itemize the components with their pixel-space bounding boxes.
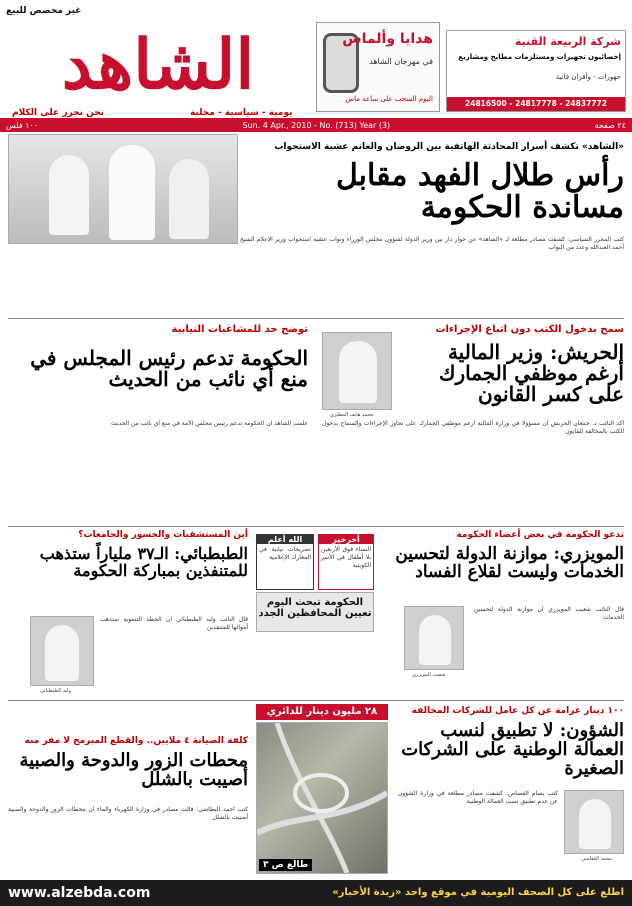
masthead <box>0 0 632 130</box>
story8-photo <box>564 790 624 854</box>
lead-body: كتب المحرر السياسي: كشفت مصادر مطلعة لـ «الشاهد» عن حوار دار بين وزير الدولة لشؤون مجلس الوزراء ونواب عشية استجواب وزير الإعلام الشيخ أحمد العبدالله وعدد من النواب <box>240 236 624 251</box>
story5-photo <box>404 606 464 670</box>
story6-headline: محطات الزور والدوحة والصبية أصيبت بالشلل <box>19 750 248 790</box>
lead-kicker: «الشاهد» تكشف أسرار المحادثة الهاتفية بين الروضان والغانم عشية الاستجواب <box>274 142 624 152</box>
person-icon <box>49 155 89 235</box>
story4-photo <box>30 616 94 686</box>
story5-caption: شعيب المويزري <box>412 672 446 678</box>
tagline-left: نحن نحرز على الكلام <box>12 108 105 118</box>
story2-photo <box>322 332 392 410</box>
brief-box-1 <box>318 534 374 590</box>
story7-banner: ٢٨ مليون دينار للدائري <box>256 704 388 720</box>
story3-body: علمت الشاهد ان الحكومة تدعم رئيس مجلس الأمة في منع أي نائب من الحديث <box>110 420 308 427</box>
person-icon <box>109 145 155 240</box>
ad-right-line2: جهوزات - وأفران فاتية <box>555 73 621 81</box>
gov-box-body <box>256 636 374 688</box>
not-for-sale-label: غير مخصص للبيع <box>6 6 82 16</box>
footer-url[interactable]: www.alzebda.com <box>8 885 151 901</box>
story7-photo-label: طالع ص ٣ <box>259 859 312 871</box>
divider <box>8 700 624 701</box>
story3-headline: الحكومة تدعم رئيس المجلس في منع أي نائب من الحديث <box>30 346 308 391</box>
story4-caption: وليد الطبطبائي <box>40 688 71 694</box>
ad-right-line1: إخصائيون تجهيزات ومستلزمات مطابخ ومشاريع <box>458 53 621 61</box>
story4-body: قال النائب وليد الطبطبائي ان الخطة التنموية ستذهب أموالها للمتنفذين <box>100 616 248 631</box>
story7-photo <box>256 722 388 874</box>
person-icon <box>169 159 209 239</box>
ad-left-line1: في مهرجان الشاهد <box>369 57 433 66</box>
brief1-body: النساء فوق الأربعين بلا أطفال في الأسر الكويتية <box>321 546 371 569</box>
issue-info: Sun. 4 Apr., 2010 - No. (713) Year (3) <box>242 120 391 130</box>
gov-box-line2: تعيين المحافظين الجدد <box>258 608 372 619</box>
price: ١٠٠ فلس <box>6 120 39 130</box>
brief-box-2 <box>256 534 314 590</box>
lead-photo <box>8 134 238 244</box>
story2-kicker: سمح بدخول الكتب دون اتباع الإجراءات <box>435 324 624 335</box>
tagline-right: يومية - سياسية - محلية <box>190 108 293 118</box>
newspaper-logo: الشاهد <box>61 25 255 105</box>
date-bar-text <box>0 117 632 133</box>
story5-body: قال النائب شعيب المويزري ان موازنة الدولة لتحسين الخدمات <box>474 606 624 621</box>
footer-slogan: اطلع على كل الصحف اليومية في موقع واحد «زبدة الأخبار» <box>332 887 624 898</box>
divider <box>8 318 624 319</box>
lead-headline: رأس طلال الفهد مقابل مساندة الحكومة <box>335 158 624 225</box>
ad-right-company: شركة الربيعة الفنية <box>514 35 621 48</box>
story4-headline: الطبطبائي: الـ٣٧ ملياراً ستذهب للمتنفذين بمباركة الحكومة <box>39 544 248 580</box>
story5-headline: المويزري: موازنة الدولة لتحسين الخدمات وليست لقلاع الفساد <box>395 544 624 582</box>
person-icon <box>419 615 451 665</box>
story5-kicker: تدعو الحكومة في بعض أعضاء الحكومة <box>456 530 624 540</box>
gov-box-line1: الحكومة تبحث اليوم <box>266 597 364 608</box>
story6-kicker: كلفة الصيانة ٤ ملايين.. والقطع المبرمج لا مفر منه <box>24 736 248 746</box>
person-icon <box>45 625 79 681</box>
footer <box>0 880 632 906</box>
ad-left-line2: اليوم السحب على ساعة ماس <box>345 95 433 103</box>
story3-kicker: توضح حد للمشاغبات النيابية <box>171 324 308 335</box>
story4-kicker: أين المستشفيات والجسور والجامعات؟ <box>78 530 248 540</box>
ad-right[interactable] <box>446 30 626 112</box>
divider <box>8 526 624 527</box>
road-map-photo <box>257 723 387 873</box>
story8-body: كتب بسام القصاص: كشفت مصادر مطلعة في وزارة الشؤون عن عدم تطبيق نسب العمالة الوطنية <box>398 790 558 805</box>
brief2-title: الله أعلم <box>257 535 313 544</box>
story8-caption: محمد العفاسي <box>581 856 612 862</box>
ad-left-title: هدايا وألماس <box>342 31 433 47</box>
brief2-body: تصريحات نيابية في المعارك الإعلامية <box>259 546 311 561</box>
story6-body: كتب أحمد البطاشي: قالت مصادر في وزارة الكهرباء والماء ان محطات الزور والدوحة والصبية أصيبت بالشلل <box>8 806 248 821</box>
story2-body: أكد النائب د. جمعان الحربش أن مسؤولا في وزارة المالية أرغم موظفي الجمارك على تجاوز الإجراءات والسماح بدخول الكتب بالمخالفة للقانون <box>322 420 624 435</box>
person-icon <box>579 799 611 849</box>
story8-kicker: ١٠٠ دينار غرامة عن كل عامل للشركات المخالفة <box>411 706 624 716</box>
ad-left[interactable] <box>316 22 440 112</box>
gov-box <box>256 592 374 632</box>
person-icon <box>339 341 377 403</box>
story8-headline: الشؤون: لا تطبيق لنسب العمالة الوطنية على الشركات الصغيرة <box>401 720 624 779</box>
brief1-title: أخرخير <box>319 535 373 544</box>
story2-headline: الحريش: وزير المالية أرغم موظفي الجمارك على كسر القانون <box>438 340 624 406</box>
page-count: ٢٤ صفحة <box>594 120 626 130</box>
story2-caption: محمد هايف المطيري <box>330 412 374 418</box>
ad-right-phone: 24816500 - 24817778 - 24837772 <box>447 97 625 111</box>
